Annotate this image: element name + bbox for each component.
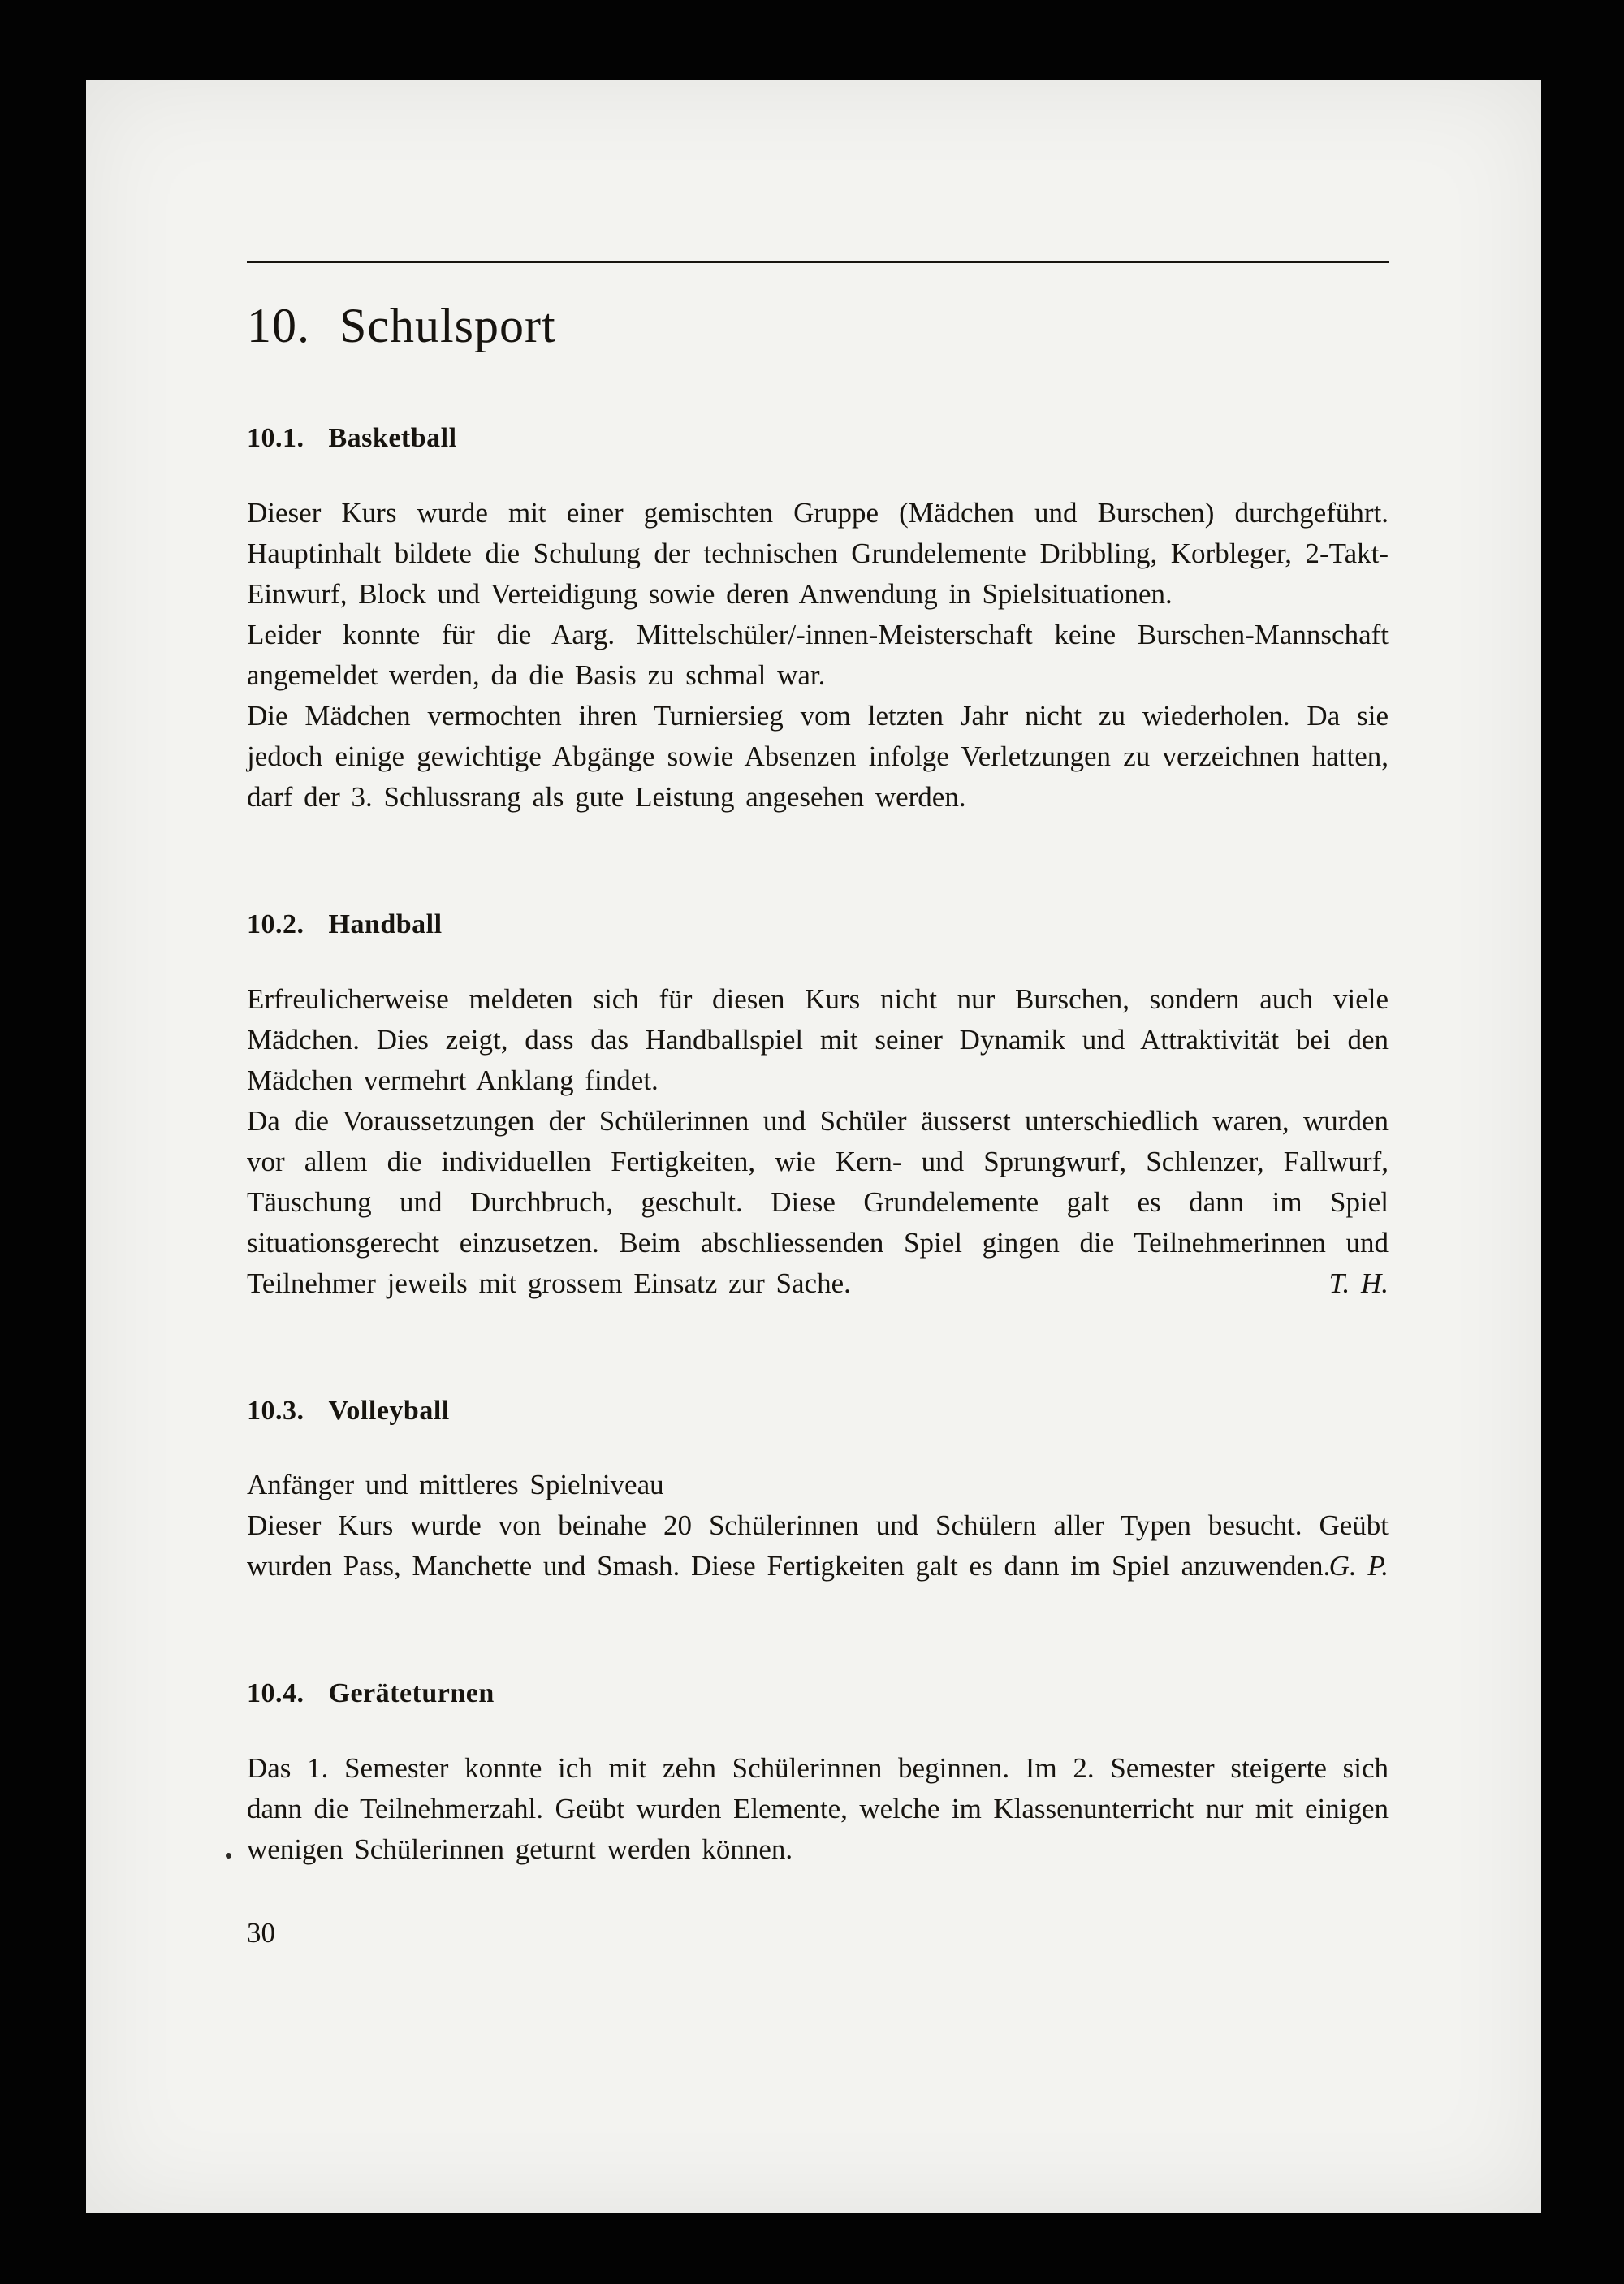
paragraph [247,1748,1389,1870]
section-title: Basketball [328,423,457,453]
section-heading [247,1395,1389,1428]
section-title: Volleyball [328,1395,450,1426]
paragraph-text: Die Mädchen vermochten ihren Turniersieg vom letzten Jahr nicht zu wiederholen. Da sie jedoch einige gewichtige Abgänge sowie Absenzen infolge Verletzungen zu verzeichnen hatten, darf der 3. Schlussrang als gute Leistung angesehen werden. [247,699,1389,813]
section-heading [247,422,1389,456]
section-volleyball [247,1395,1389,1587]
section-heading [247,909,1389,942]
paragraph [247,615,1389,696]
section-title: Geräteturnen [328,1678,495,1709]
section-number: 10.2. [247,909,304,939]
paragraph-text: Leider konnte für die Aarg. Mittelschüler/-innen-Meisterschaft keine Burschen-Mannschaft angemeldet werden, da die Basis zu schmal war. [247,618,1389,691]
paragraph-text: Das 1. Semester konnte ich mit zehn Schülerinnen beginnen. Im 2. Semester steigerte sich dann die Teilnehmerzahl. Geübt wurden Elemente, welche im Klassenunterricht nur mit einigen wenigen Schülerinnen geturnt werden können. [247,1752,1389,1866]
paragraph-text: Erfreulicherweise meldeten sich für diesen Kurs nicht nur Burschen, sondern auch viele Mädchen. Dies zeigt, dass das Handballspiel mit seiner Dynamik und Attraktivität bei den Mädchen vermehrt Anklang findet. [247,982,1389,1096]
chapter-number: 10. [247,299,310,352]
paragraph [247,1101,1389,1304]
paragraph [247,493,1389,615]
section-heading [247,1677,1389,1711]
paragraph-text: Da die Voraussetzungen der Schülerinnen und Schüler äusserst unterschiedlich waren, wurden vor allem die individuellen Fertigkeiten, wie Kern- und Sprungwurf, Schlenzer, Fallwurf, Täuschung und Durchbruch, geschult. Diese Grundelemente galt es dann im Spiel situationsgerecht einzusetzen. Beim abschliessenden Spiel gingen die Teilnehmerinnen und Teilnehmer jeweils mit grossem Einsatz zur Sache. [247,1104,1389,1299]
page-title [247,299,1389,352]
paragraph [247,696,1389,818]
section-number: 10.1. [247,423,304,453]
paragraph-text: Dieser Kurs wurde von beinahe 20 Schülerinnen und Schülern aller Typen besucht. Geübt wurden Pass, Manchette und Smash. Diese Fertigkeiten galt es dann im Spiel anzuwenden. [247,1509,1389,1582]
section-title: Handball [328,909,443,939]
author-initials: G. P. [1328,1550,1389,1582]
section-handball [247,909,1389,1304]
paragraph [247,1465,1389,1505]
author-initials: T. H. [1328,1267,1389,1299]
section-number: 10.4. [247,1678,304,1709]
page-number: 30 [247,1917,275,1949]
paragraph-text: Dieser Kurs wurde mit einer gemischten Gruppe (Mädchen und Burschen) durchgeführt. Hauptinhalt bildete die Schulung der technischen Grundelemente Dribbling, Korbleger, 2-Takt-Einwurf, Block und Verteidigung sowie deren Anwendung in Spielsituationen. [247,496,1389,610]
top-rule [247,261,1389,263]
chapter-title-text: Schulsport [339,299,556,352]
page-content [86,261,1541,2284]
scan-speck-artifact [226,1853,231,1859]
paragraph [247,1505,1389,1587]
document-page [86,80,1541,2213]
section-basketball [247,422,1389,818]
section-geraeteturnen [247,1677,1389,1870]
paragraph-text: Anfänger und mittleres Spielniveau [247,1469,664,1501]
section-number: 10.3. [247,1395,304,1426]
paragraph [247,979,1389,1101]
